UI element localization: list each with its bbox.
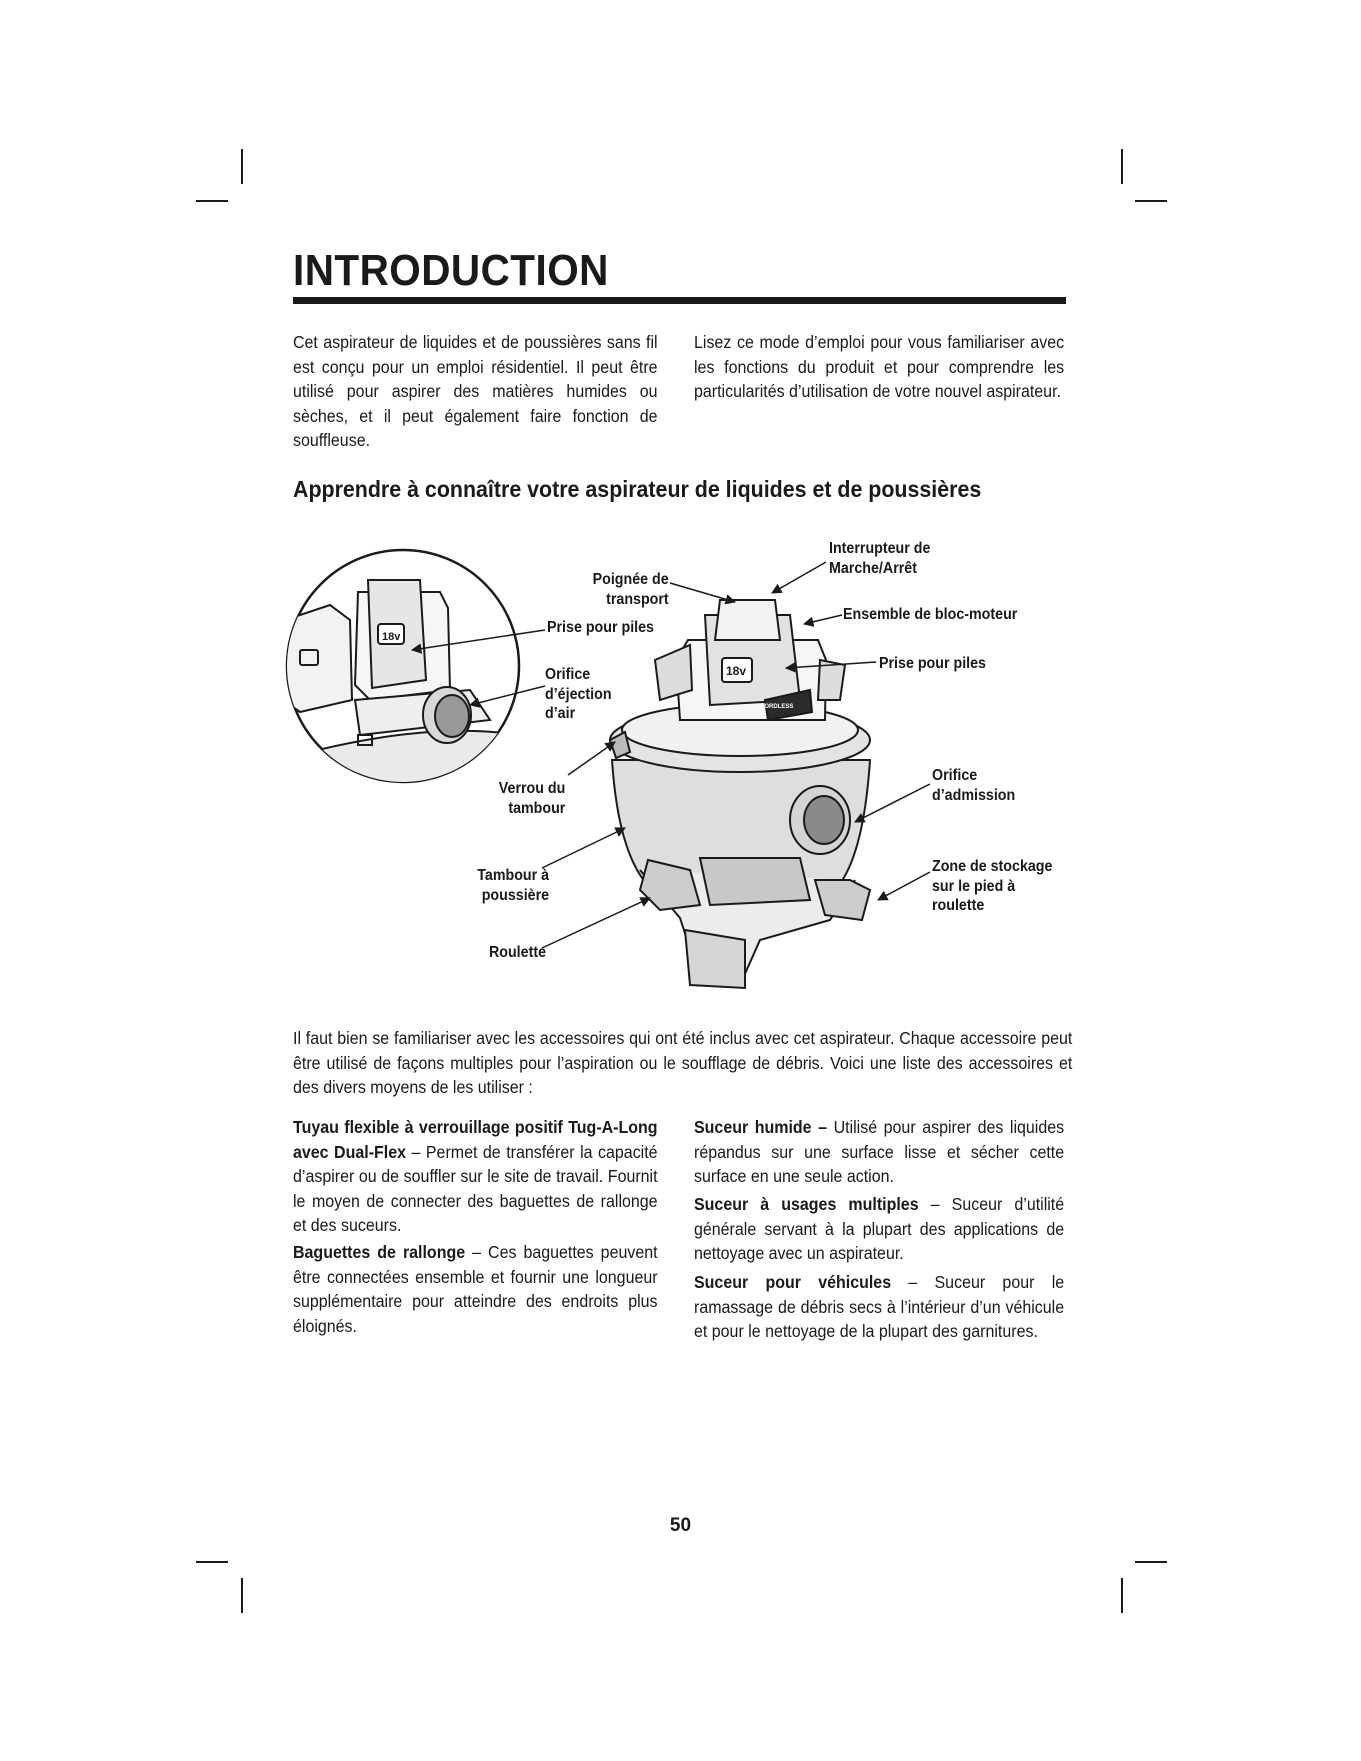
accessory-desc: Utilisé pour aspirer des liquides répandus sur une surface lisse et sécher cette surface en une seule action.	[694, 1117, 1065, 1186]
label-ensemble-bloc-moteur: Ensemble de bloc-moteur	[843, 606, 1018, 623]
accessory-name: Suceur humide –	[694, 1117, 834, 1137]
intro-left-paragraph: Cet aspirateur de liquides et de poussières sans fil est conçu pour un emploi résidentiel. Il peut être utilisé pour aspirer des matières humides ou sèches, et il peut également faire fonction de souffleuse.	[293, 332, 658, 450]
page-title: INTRODUCTION	[293, 246, 609, 295]
accessory-item	[293, 1240, 658, 1338]
accessory-desc: – Permet de transférer la capacité d’aspirer ou de souffler sur le site de travail. Fournit le moyen de connecter des baguettes de rallonge et des suceurs.	[293, 1141, 658, 1235]
intro-right-paragraph: Lisez ce mode d’emploi pour vous familiariser avec les fonctions du produit et pour comprendre les particularités d’utilisation de votre nouvel aspirateur.	[694, 332, 1065, 401]
accessory-desc: – Suceur pour le ramassage de débris secs à l’intérieur d’un véhicule et pour le nettoyage de la plupart des garnitures.	[694, 1272, 1065, 1341]
accessory-name: Suceur à usages multiples	[694, 1194, 919, 1214]
label-tambour-poussiere: Tambour à poussière	[477, 867, 549, 904]
label-poignee-transport: Poignée de transport	[592, 571, 669, 608]
accessory-desc: – Ces baguettes peuvent être connectées ensemble et fournir une longueur supplémentaire pour atteindre des endroits plus éloignés.	[293, 1242, 658, 1336]
accessory-item	[694, 1270, 1064, 1344]
label-orifice-admission: Orifice d’admission	[932, 767, 1016, 804]
main-18v-badge: 18v	[726, 664, 747, 678]
accessory-item	[694, 1115, 1064, 1189]
vacuum-body	[610, 600, 870, 988]
label-roulette: Roulette	[488, 944, 546, 961]
inset-detail	[270, 550, 540, 800]
accessory-name: Suceur pour véhicules	[694, 1272, 892, 1292]
label-prise-piles-right: Prise pour piles	[879, 655, 986, 672]
label-prise-piles-left: Prise pour piles	[547, 619, 654, 636]
section-heading: Apprendre à connaître votre aspirateur de liquides et de poussières	[293, 476, 982, 502]
label-orifice-ejection: Orifice d’éjection d’air	[545, 666, 612, 722]
label-zone-stockage: Zone de stockage sur le pied à roulette	[932, 858, 1053, 914]
label-verrou-tambour: Verrou du tambour	[498, 780, 565, 817]
accessory-item	[694, 1192, 1064, 1266]
accessories-intro: Il faut bien se familiariser avec les accessoires qui ont été inclus avec cet aspirateur. Chaque accessoire peut être utilisé de façons multiples pour l’aspiration ou le soufflage de débris. Voici une liste des accessoires et des divers moyens de les utiliser :	[293, 1028, 1073, 1097]
page-number: 50	[669, 1515, 692, 1536]
label-interrupteur: Interrupteur de Marche/Arrêt	[829, 540, 931, 577]
cordless-badge: CORDLESS	[760, 704, 794, 710]
accessory-desc: – Suceur d’utilité générale servant à la plupart des applications de nettoyage avec un aspirateur.	[694, 1194, 1065, 1263]
inset-18v-badge: 18v	[382, 631, 401, 643]
accessory-name: Tuyau flexible à verrouillage positif Tug-A-Long avec Dual-Flex	[293, 1117, 658, 1162]
accessory-name: Baguettes de rallonge	[293, 1242, 466, 1262]
accessory-item	[293, 1115, 658, 1238]
